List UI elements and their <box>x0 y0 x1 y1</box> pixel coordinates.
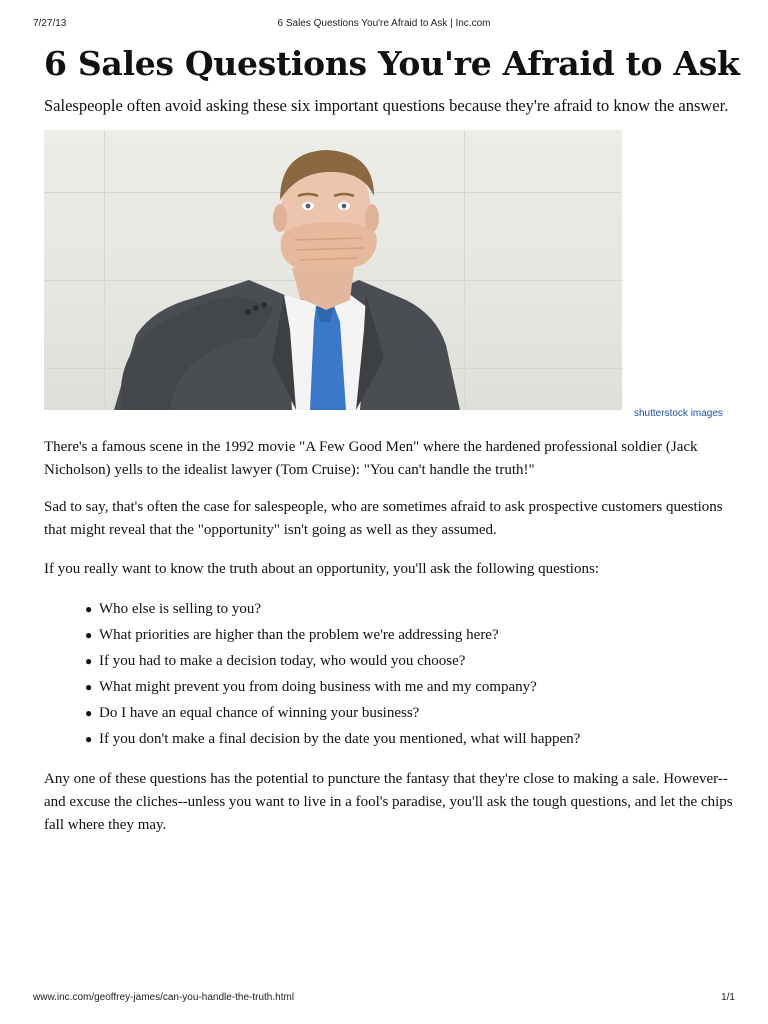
article-image-block <box>44 130 723 419</box>
bullet-icon: ● <box>85 654 93 668</box>
article-paragraph: Sad to say, that's often the case for salespeople, who are sometimes afraid to ask prospective customers questions that might reveal that the "opportunity" isn't going as well as they assumed. <box>44 499 723 538</box>
article-paragraph: Any one of these questions has the potential to puncture the fantasy that they're close to making a sale. However--and excuse the cliches--unless you want to live in a fool's paradise, you'll ask the tough questions, and let the chips fall where they may. <box>44 771 733 833</box>
list-item-text: What priorities are higher than the problem we're addressing here? <box>99 627 499 643</box>
questions-list <box>44 596 734 752</box>
article <box>44 42 740 837</box>
article-body <box>44 436 734 837</box>
bullet-icon: ● <box>85 628 93 642</box>
print-date: 7/27/13 <box>33 18 67 29</box>
bullet-icon: ● <box>85 680 93 694</box>
article-subtitle: Salespeople often avoid asking these six important questions because they're afraid to know the answer. <box>44 96 729 115</box>
bullet-icon: ● <box>85 706 93 720</box>
article-photo <box>44 130 622 410</box>
article-paragraph: If you really want to know the truth about an opportunity, you'll ask the following questions: <box>44 561 599 577</box>
list-item <box>85 700 734 726</box>
list-item-text: What might prevent you from doing business with me and my company? <box>99 679 537 695</box>
list-item <box>85 596 734 622</box>
print-page-title: 6 Sales Questions You're Afraid to Ask | Inc.com <box>277 18 491 29</box>
page-count: 1/1 <box>721 992 735 1003</box>
list-item <box>85 622 734 648</box>
list-item <box>85 674 734 700</box>
list-item-text: Who else is selling to you? <box>99 601 262 617</box>
article-paragraph: There's a famous scene in the 1992 movie "A Few Good Men" where the hardened professional soldier (Jack Nicholson) yells to the idealist lawyer (Tom Cruise): "You can't handle the truth!" <box>44 439 698 478</box>
list-item-text: If you had to make a decision today, who would you choose? <box>99 653 466 669</box>
print-footer <box>33 992 735 1006</box>
list-item <box>85 726 734 752</box>
list-item-text: Do I have an equal chance of winning your business? <box>99 705 420 721</box>
article-title: 6 Sales Questions You're Afraid to Ask <box>44 44 740 83</box>
image-credit-link[interactable]: shutterstock images <box>634 408 723 419</box>
bullet-icon: ● <box>85 732 93 746</box>
bullet-icon: ● <box>85 602 93 616</box>
print-url: www.inc.com/geoffrey-james/can-you-handle-the-truth.html <box>33 992 295 1003</box>
list-item-text: If you don't make a final decision by the date you mentioned, what will happen? <box>99 731 581 747</box>
man-covering-mouth-illustration <box>44 130 622 410</box>
list-item <box>85 648 734 674</box>
print-header <box>33 18 735 32</box>
